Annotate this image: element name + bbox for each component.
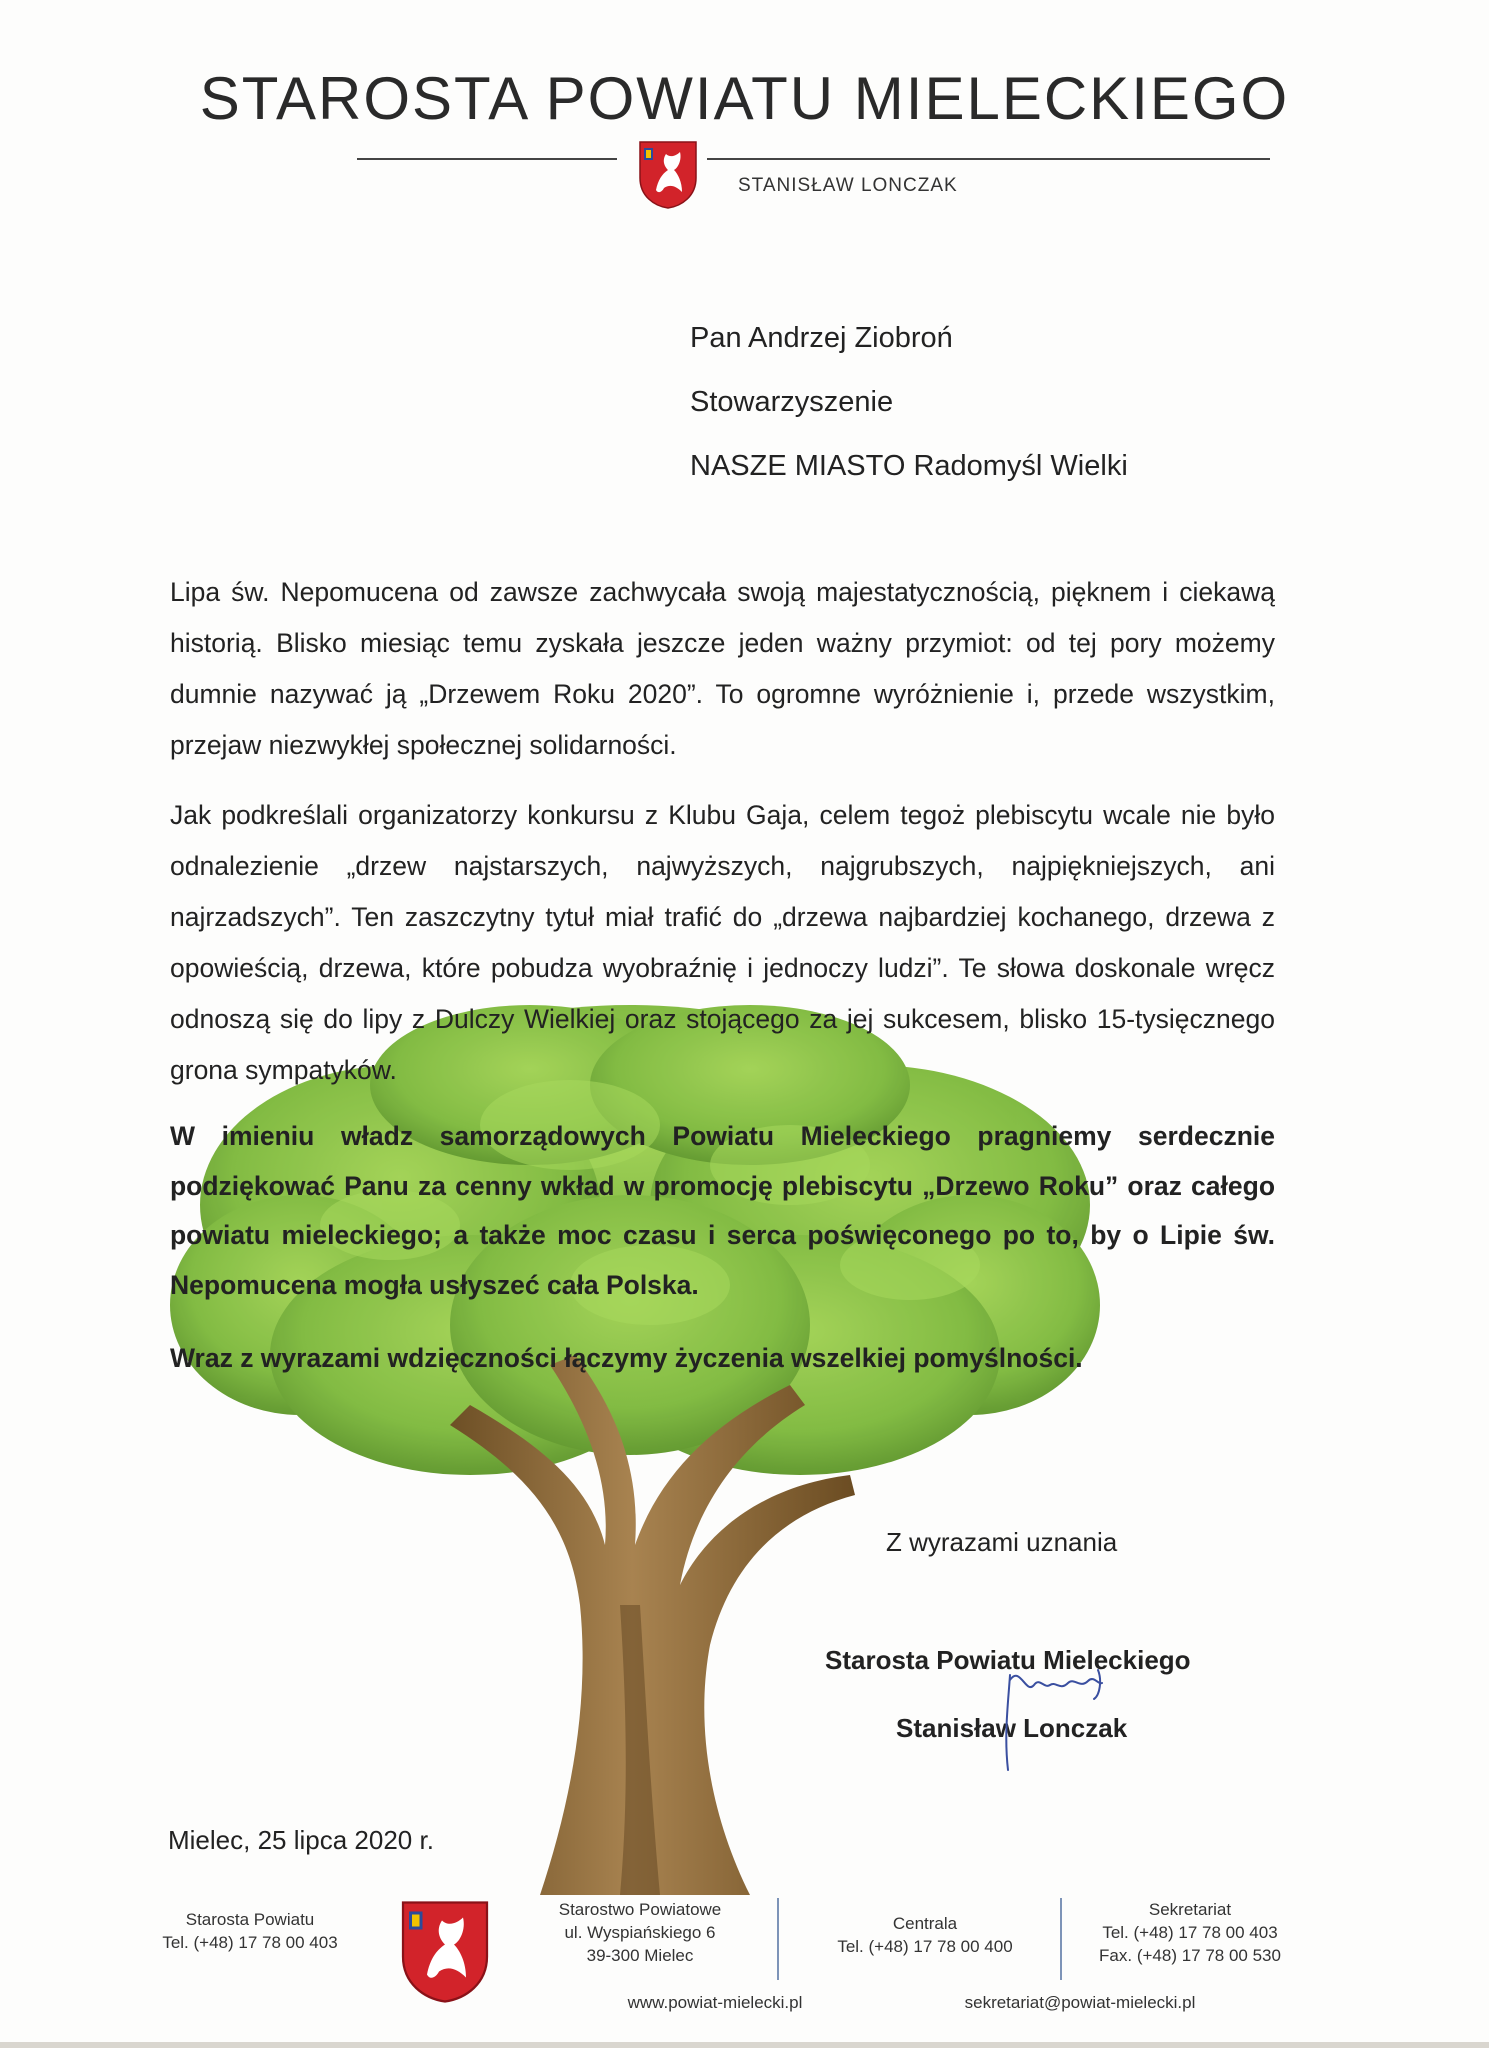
- recipient-organization-line2: NASZE MIASTO Radomyśl Wielki: [690, 450, 1128, 482]
- recipient-organization-line1: Stowarzyszenie: [690, 386, 894, 418]
- paragraph-1: Lipa św. Nepomucena od zawsze zachwycała swoją majestatycznością, pięknem i ciekawą historią. Blisko miesiąc temu zyskała jeszcze jeden ważny przymiot: od tej pory możemy dumnie nazywać ją „Drzewem Roku 2020”. To ogromne wyróżnienie i, przede wszystkim, przejaw niezwykłej społecznej solidarności.: [170, 577, 1275, 760]
- signatory-name: Stanisław Lonczak: [896, 1713, 1128, 1743]
- handwritten-signature: [990, 1655, 1130, 1775]
- footer-office-address: [540, 1898, 740, 1967]
- footer-email-link[interactable]: sekretariat@powiat-mielecki.pl: [964, 1993, 1196, 2012]
- footer-office-city: 39-300 Mielec: [586, 1946, 694, 1965]
- footer-office-name: Starostwo Powiatowe: [558, 1900, 722, 1919]
- letter-date: Mielec, 25 lipca 2020 r.: [168, 1825, 434, 1855]
- coat-of-arms-icon: [638, 140, 698, 210]
- footer-central-phone: Tel. (+48) 17 78 00 400: [837, 1937, 1013, 1956]
- page-edge: [0, 2042, 1489, 2048]
- footer-separator: [777, 1898, 779, 1980]
- footer-separator: [1060, 1898, 1062, 1980]
- paragraph-2: Jak podkreślali organizatorzy konkursu z Klubu Gaja, celem tegoż plebiscytu wcale nie było odnalezienie „drzew najstarszych, najwyższych, najgrubszych, najpiękniejszych, ani najrzadszych”. Ten zaszczytny tytuł miał trafić do „drzewa najbardziej kochanego, drzewa z opowieścią, drzewa, które pobudza wyobraźnię i jednoczy ludzi”. Te słowa doskonale wręcz odnoszą się do lipy z Dulczy Wielkiej oraz stojącego za jej sukcesem, blisko 15-tysięcznego grona sympatyków.: [170, 800, 1275, 1085]
- paragraph-3-bold: W imieniu władz samorządowych Powiatu Mieleckiego pragniemy serdecznie podziękować Panu za cenny wkład w promocję plebiscytu „Drzewo Roku” oraz całego powiatu mieleckiego; a także moc czasu i serca poświęconego po to, by o Lipie św. Nepomucena mogła usłyszeć cała Polska.: [170, 1121, 1275, 1300]
- footer-starosta-label: Starosta Powiatu: [185, 1910, 315, 1929]
- footer-starosta-contact: [150, 1908, 350, 1954]
- footer-office-street: ul. Wyspiańskiego 6: [564, 1923, 716, 1942]
- letterhead-divider-left: [357, 158, 617, 160]
- footer-starosta-phone: Tel. (+48) 17 78 00 403: [162, 1933, 338, 1952]
- coat-of-arms-icon: [400, 1897, 490, 2007]
- letterhead-title: STAROSTA POWIATU MIELECKIEGO: [199, 65, 1290, 132]
- recipient-name: Pan Andrzej Ziobroń: [690, 322, 953, 354]
- paragraph-4-bold: Wraz z wyrazami wdzięczności łączymy życzenia wszelkiej pomyślności.: [170, 1343, 1083, 1373]
- footer-secretariat-fax: Fax. (+48) 17 78 00 530: [1099, 1946, 1281, 1965]
- letterhead-divider-right: [707, 158, 1270, 160]
- footer-secretariat-label: Sekretariat: [1148, 1900, 1232, 1919]
- footer-secretariat-phone: Tel. (+48) 17 78 00 403: [1102, 1923, 1278, 1942]
- letterhead-subtitle: STANISŁAW LONCZAK: [738, 175, 958, 196]
- footer-website-link[interactable]: www.powiat-mielecki.pl: [627, 1993, 803, 2012]
- closing-phrase: Z wyrazami uznania: [886, 1527, 1118, 1557]
- footer-central-label: Centrala: [892, 1914, 958, 1933]
- footer-secretariat-contact: [1080, 1898, 1300, 1967]
- footer-central-contact: [810, 1912, 1040, 1958]
- signatory-title: Starosta Powiatu Mieleckiego: [825, 1645, 1191, 1675]
